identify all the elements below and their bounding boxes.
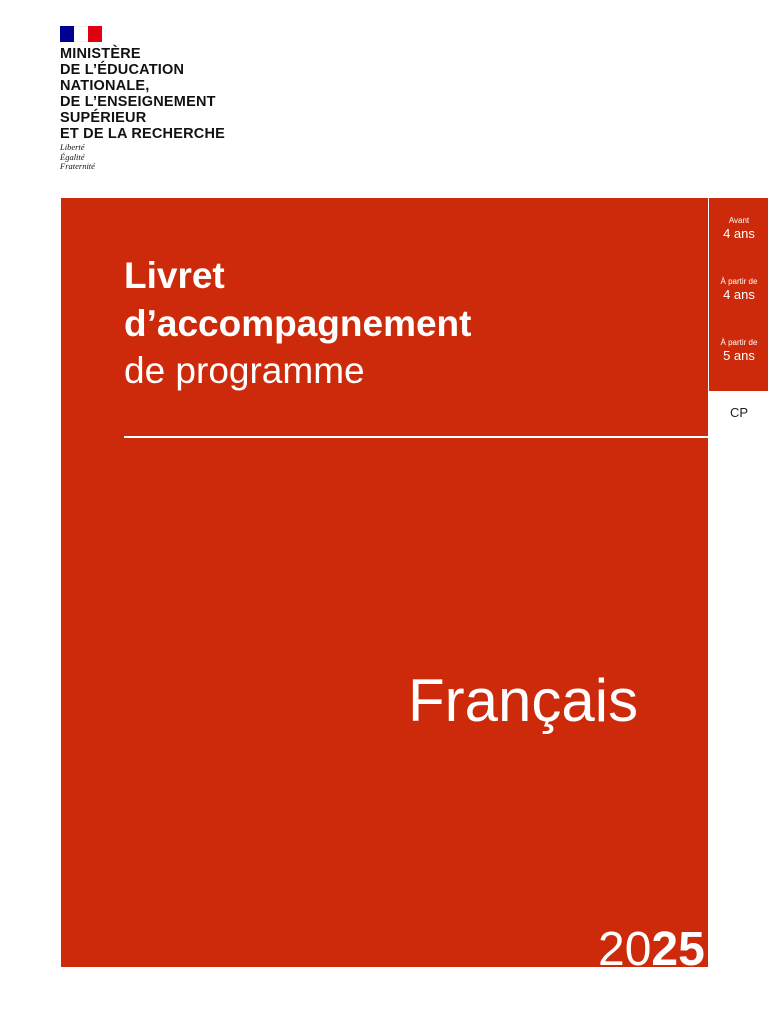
ministry-line: DE L’ÉDUCATION [60,62,185,78]
level-partir-5-ans[interactable] [709,338,768,364]
publication-year [598,918,705,982]
motto-fraternite: Fraternité [60,161,95,171]
french-flag-logo [60,26,102,42]
title-line-programme: de programme [124,350,365,391]
flag-white-band [74,26,88,42]
ministry-line: ET DE LA RECHERCHE [60,126,225,142]
flag-red-band [88,26,102,42]
ministry-name [60,46,225,142]
level-number: 6 [733,708,741,724]
motto-egalite: Égalité [60,151,85,162]
flag-blue-band [60,26,74,42]
document-title [124,252,471,394]
level-3e[interactable] [709,889,768,904]
ministry-line: MINISTÈRE [60,46,141,62]
level-index [708,198,768,923]
level-age: 5 ans [723,348,755,363]
level-prefix: À partir de [720,338,758,347]
level-cm1[interactable]: CM1 [725,587,753,602]
level-partir-4-ans[interactable] [709,277,768,303]
level-number: 3 [733,889,741,905]
year-prefix: 20 [598,923,652,976]
motto-liberte: Liberté [60,142,85,152]
level-number: 5 [733,768,741,784]
level-cp[interactable]: CP [709,391,768,435]
level-superscript: e [740,708,745,717]
level-ce1[interactable]: CE1 [726,465,752,480]
ministry-line: NATIONALE, [60,78,150,94]
level-6e[interactable] [709,708,768,723]
level-5e[interactable] [709,768,768,783]
level-avant-4-ans[interactable] [709,216,768,242]
title-divider [124,436,708,438]
ministry-line: SUPÉRIEUR [60,110,147,126]
title-line-accompagnement: d’accompagnement [124,303,472,344]
level-cm2[interactable]: CM2 [725,648,753,663]
level-ce2[interactable]: CE2 [726,526,752,541]
level-superscript: e [740,829,745,838]
level-4e[interactable] [709,829,768,844]
subject-title: Français [408,667,639,734]
title-line-livret: Livret [124,255,225,296]
level-number: 4 [733,829,741,845]
level-superscript: e [740,889,745,898]
level-age: 4 ans [723,287,755,302]
republic-motto [60,143,95,172]
level-prefix: À partir de [720,277,758,286]
level-superscript: e [740,768,745,777]
ministry-line: DE L’ENSEIGNEMENT [60,94,216,110]
level-age: 4 ans [723,226,755,241]
level-prefix: Avant [728,216,750,225]
year-suffix: 25 [651,923,705,976]
